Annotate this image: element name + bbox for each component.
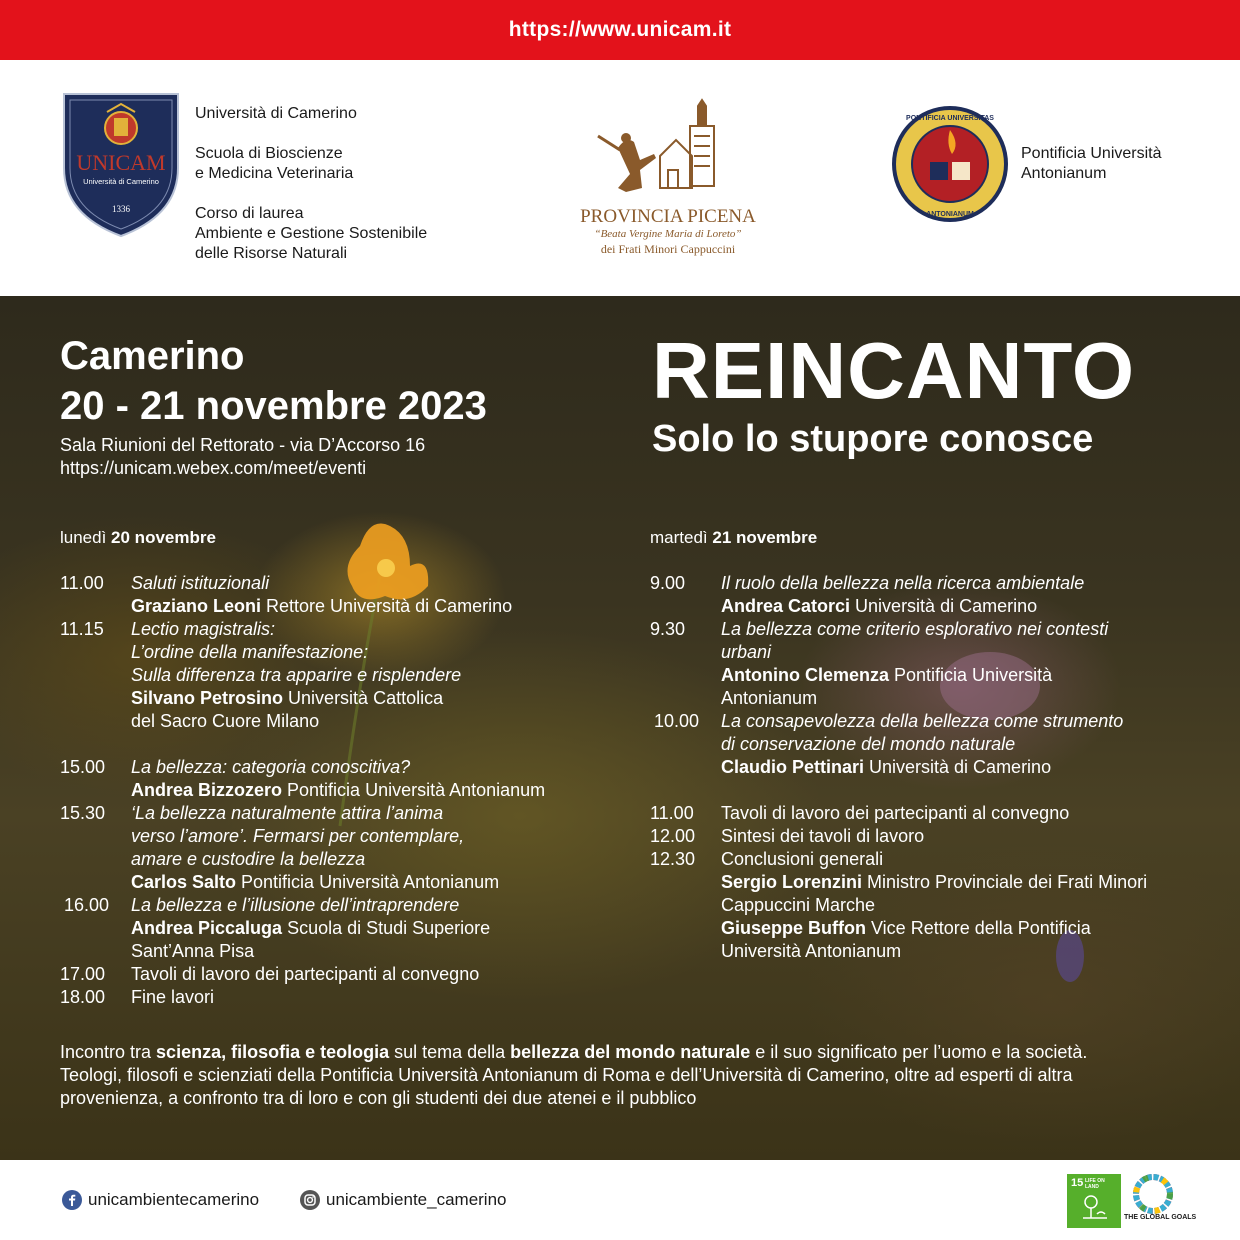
university-info: Università di Camerino Scuola di Bioscienze e Medicina Veterinaria Corso di laurea Ambiente e Gestione Sostenibile delle Risorse Naturali [195, 105, 428, 262]
event-title: REINCANTO [652, 326, 1136, 415]
svg-text:“Beata Vergine Maria di Loreto: “Beata Vergine Maria di Loreto” [594, 228, 742, 240]
svg-text:dei Frati Minori Cappuccini: dei Frati Minori Cappuccini [600, 242, 736, 256]
schedule-item: 15.00 La bellezza: categoria conoscitiva? Andrea Bizzozero Pontificia Università Antonianum [60, 757, 546, 800]
schedule-item: 18.00 Fine lavori [60, 987, 215, 1007]
schedule-item: 11.00 Tavoli di lavoro dei partecipanti al convegno [650, 803, 1070, 823]
provincia-title: PROVINCIA PICENA [580, 206, 756, 227]
schedule-item: 15.30 ‘La bellezza naturalmente attira l’anima verso l’amore’. Fermarsi per contemplare, amare e custodire la bellezza Carlos Salto Pontificia Università Antonianum [60, 803, 500, 892]
webex-link[interactable]: https://unicam.webex.com/meet/eventi [60, 458, 367, 478]
schedule-item: 11.00 Saluti istituzionali Graziano Leoni Rettore Università di Camerino [60, 573, 513, 616]
schedule-item: 16.00 La bellezza e l’illusione dell’intraprendere Andrea Piccaluga Scuola di Studi Superiore Sant’Anna Pisa [64, 895, 491, 961]
facebook-icon [62, 1190, 82, 1210]
schedule-item: 12.30 Conclusioni generali Sergio Lorenzini Ministro Provinciale dei Frati Minori Cappuccini Marche Giuseppe Buffon Vice Rettore della Pontificia Università Antonianum [650, 849, 1148, 961]
schedule-item: 11.15 Lectio magistralis: L’ordine della manifestazione: Sulla differenza tra apparire e risplendere Silvano Petrosino Università Cattolica del Sacro Cuore Milano [60, 619, 462, 731]
schedule-item: 9.30 La bellezza come criterio esplorativo nei contesti urbani Antonino Clemenza Pontificia Università Antonianum [650, 619, 1109, 708]
day2-schedule [650, 572, 1210, 963]
event-venue: Sala Riunioni del Rettorato - via D’Accorso 16 [60, 435, 426, 455]
event-dates: 20 - 21 novembre 2023 [60, 384, 487, 428]
day1-schedule [60, 572, 620, 1009]
provincia-picena-logo [568, 96, 768, 266]
schedule-item: 9.00 Il ruolo della bellezza nella ricerca ambientale Andrea Catorci Università di Camerino [650, 573, 1085, 616]
day1-heading: lunedì 20 novembre [60, 528, 216, 547]
global-goals-wheel-icon [1122, 1174, 1184, 1232]
unicam-logo-text: UNICAM [76, 150, 166, 175]
header [0, 60, 1240, 296]
event-description: Incontro tra scienza, filosofia e teologia sul tema della bellezza del mondo naturale e il suo significato per l’uomo e la società. Teologi, filosofi e scienziati della Pontificia Università Antonianum di Roma e dell’Università di Camerino, oltre ad esperti di altra provenienza, a confronto tra di loro e con gli studenti dei due atenei e il pubblico [60, 1042, 1088, 1108]
sdg15-icon: 15 LIFE ON LAND [1067, 1174, 1121, 1228]
svg-text:1336: 1336 [112, 204, 130, 214]
facebook-link[interactable]: unicambientecamerino [62, 1190, 259, 1210]
university-name: Università di Camerino [195, 105, 357, 122]
schedule-item: 12.00 Sintesi dei tavoli di lavoro [650, 826, 925, 846]
svg-text:PONTIFICIA UNIVERSITAS: PONTIFICIA UNIVERSITAS [906, 115, 994, 122]
instagram-icon [300, 1190, 320, 1210]
schedule-item: 10.00 La consapevolezza della bellezza come strumento di conservazione del mondo naturale Claudio Pettinari Università di Camerino [654, 711, 1124, 777]
footer [0, 1160, 1240, 1240]
antonianum-seal-logo [890, 104, 1010, 224]
unicam-shield-logo [60, 90, 182, 240]
schedule-item: 17.00 Tavoli di lavoro dei partecipanti al convegno [60, 964, 480, 984]
svg-text:ANTONIANUM: ANTONIANUM [926, 211, 974, 218]
event-city: Camerino [60, 334, 245, 378]
day2-heading: martedì 21 novembre [650, 528, 818, 547]
website-url[interactable]: https://www.unicam.it [508, 18, 732, 41]
svg-text:Università di Camerino: Università di Camerino [83, 177, 159, 186]
global-goals-label: THE GLOBAL GOALS [1124, 1214, 1197, 1221]
event-subtitle: Solo lo stupore conosce [652, 418, 1094, 460]
top-url-bar [0, 0, 1240, 60]
instagram-link[interactable]: unicambiente_camerino [300, 1190, 507, 1210]
main-poster [0, 296, 1240, 1160]
antonianum-info: Pontificia Università Antonianum [1021, 145, 1162, 182]
